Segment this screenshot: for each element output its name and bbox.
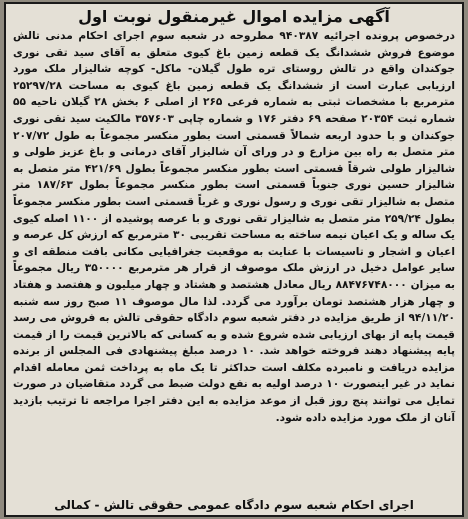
notice-signature: اجرای احکام شعبه سوم دادگاه عمومی حقوقی تالش - کمالی xyxy=(54,498,414,512)
notice-body: درخصوص پرونده اجرائیه ۹۴۰۳۸۷ مطروحه در شعبه سوم اجرای احکام مدنی تالش موضوع فروش ششدانگ یک قطعه زمین باغ کیوی متعلق به آقای سید تقی نوری جوکندان واقع در تالش روستای تره طول گیلان- ماکل- کوچه شالیزار ملک مورد ارزیابی عبارت است از ششدانگ یک قطعه زمین باغ کیوی به مساحت ۲۵۲۹۷/۲۸ مترمربع با مشخصات ثبتی به شماره فرعی ۲۶۵ از اصلی ۶ بخش ۲۸ گیلان ناحیه ۵۵ شماره ثبت ۲۰۳۵۴ صفحه ۶۹ دفتر ۱۷۶ و شماره چاپی ۳۵۷۶۰۳ مالکیت سید تقی نوری جوکندان و با حدود اربعه شمالاً قسمتی است بطور منکسر مجموعاً به طول ۲۰۷/۷۲ متر متصل به راه بین مزارع و در ورای آن شالیزار آقای درمانی و باغ عزیز طولی و شالیزار طولی شرقاً قسمتی است بطور منکسر مجموعاً بطول ۴۲۱/۶۹ متر متصل به شالیزار حسین نوری جنوباً قسمتی است بطور منکسر مجموعاً بطول ۱۸۷/۶۳ متر متصل به شالیزار تقی نوری و رسول نوری و غرباً قسمتی است بطور منکسر مجموعاً بطول ۲۵۹/۲۴ متر متصل به شالیزار تقی نوری و با عرصه پوشیده از ۱۱۰۰ اصله کیوی یک ساله و یک اعیان نیمه ساخته به مساحت تقریبی ۳۰ مترمربع که ارزش کل عرصه و اعیان و اشجار و تاسیسات با عنایت به موقعیت جغرافیایی مکانی بافت منطقه ای و سایر عوامل دخیل در ارزش ملک موصوف از قرار هر مترمربع ۳۵۰۰۰۰ ریال مجموعاً به میزان ۸۸۴۷۶۷۴۸۰۰۰ ریال معادل هشتصد و هشتاد و چهار میلیون و هفتصد و هفتاد و چهار هزار هشتصد تومان برآورد می گردد. لذا مال موصوف ۱۱ صبح روز سه شنبه ۹۴/۱۱/۲۰ از طریق مزایده در دفتر شعبه سوم دادگاه حقوقی تالش به فروش می رسد قیمت پایه از بهای ارزیابی شده شروع شده و به کسانی که بالاترین قیمت را از قیمت پایه پیشنهاد دهند فروخته خواهد شد. ۱۰ درصد مبلغ پیشنهادی فی المجلس از برنده مزایده دریافت و نامبرده مکلف است حداکثر تا یک ماه به پرداخت ثمن معامله اقدام نماید در غیر اینصورت ۱۰ درصد اولیه به نفع دولت ضبط می گردد متقاضیان در صورت تمایل می توانند پنج روز قبل از موعد مزایده به این دفتر اجرا مراجعه تا ترتیب بازدید آنان از ملک مورد مزایده داده شود. xyxy=(13,30,456,424)
auction-notice xyxy=(4,2,464,517)
notice-title: آگهی مزایده اموال غیرمنقول نوبت اول xyxy=(78,7,390,26)
